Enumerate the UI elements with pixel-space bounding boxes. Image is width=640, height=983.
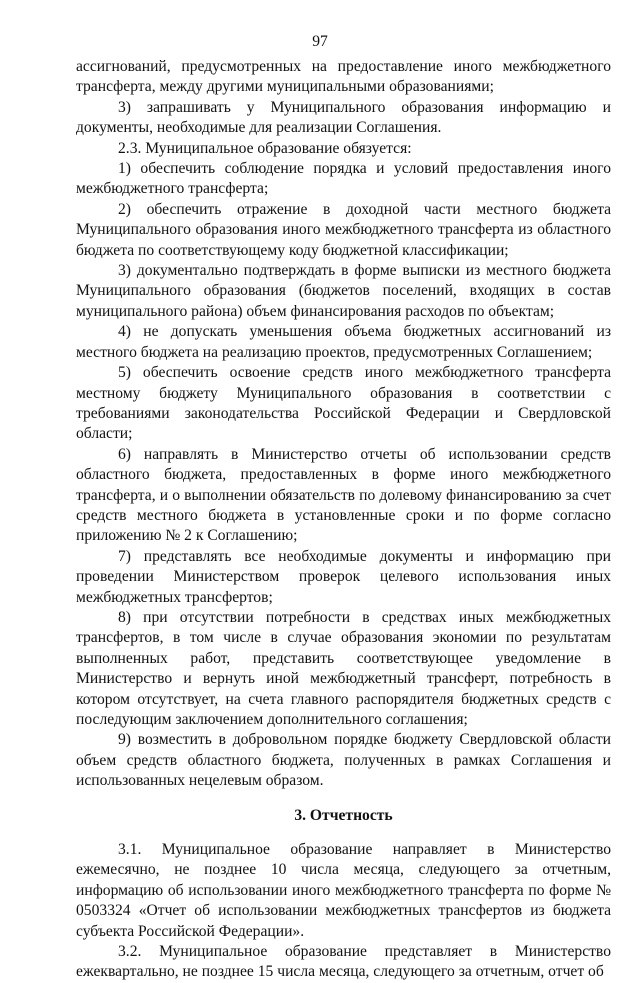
paragraph: 9) возместить в добровольном порядке бюджету Свердловской области объем средств областного бюджета, полученных в рамках Соглашения и использованных нецелевым образом. [76, 731, 611, 790]
paragraph: 4) не допускать уменьшения объема бюджетных ассигнований из местного бюджета на реализацию проектов, предусмотренных Соглашением; [76, 323, 611, 361]
paragraph: 8) при отсутствии потребности в средствах иных межбюджетных трансфертов, в том числе в случае образования экономии по результатам выполненных работ, представить соответствующее уведомление в Министерство и вернуть иной межбюджетный трансферт, потребность в котором отсутствует, на счета главного распорядителя бюджетных средств с последующим заключением дополнительного соглашения; [76, 608, 611, 728]
paragraph: 6) направлять в Министерство отчеты об использовании средств областного бюджета, предоставленных в форме иного межбюджетного трансферта, и о выполнении обязательств по долевому финансированию за счет средств местного бюджета в установленные сроки и по форме согласно приложению № 2 к Соглашению; [76, 445, 611, 545]
document-body [76, 57, 611, 983]
paragraph: 2) обеспечить отражение в доходной части местного бюджета Муниципального образования иного межбюджетного трансферта из областного бюджета по соответствующему коду бюджетной классификации; [76, 200, 611, 259]
page-number: 97 [312, 33, 328, 50]
paragraph: 7) представлять все необходимые документы и информацию при проведении Министерством проверок целевого использования иных межбюджетных трансфертов; [76, 547, 611, 606]
section-heading: 3. Отчетность [294, 806, 393, 824]
paragraph: 3) запрашивать у Муниципального образования информацию и документы, необходимые для реализации Соглашения. [76, 98, 611, 137]
paragraph: 5) обеспечить освоение средств иного межбюджетного трансферта местному бюджету Муниципального образования в соответствии с требованиями законодательства Российской Федерации и Свердловской области; [76, 364, 611, 443]
paragraph: 3.1. Муниципальное образование направляет в Министерство ежемесячно, не позднее 10 числа месяца, следующего за отчетным, информацию об использовании иного межбюджетного трансферта по форме № 0503324 «Отчет об использовании межбюджетных трансфертов из бюджета субъекта Российской Федерации». [76, 841, 611, 940]
paragraph: ассигнований, предусмотренных на предоставление иного межбюджетного трансферта, между другими муниципальными образованиями; [76, 58, 611, 96]
paragraph: 2.3. Муниципальное образование обязуется: [118, 139, 412, 157]
paragraph: 3) документально подтверждать в форме выписки из местного бюджета Муниципального образования (бюджетов поселений, входящих в состав муниципального района) объем финансирования расходов по объектам; [76, 262, 611, 320]
paragraph: 3.2. Муниципальное образование представляет в Министерство ежеквартально, не позднее 15 числа месяца, следующего за отчетным, отчет об [76, 943, 611, 981]
paragraph: 1) обеспечить соблюдение порядка и условий предоставления иного межбюджетного трансферта; [76, 160, 611, 198]
